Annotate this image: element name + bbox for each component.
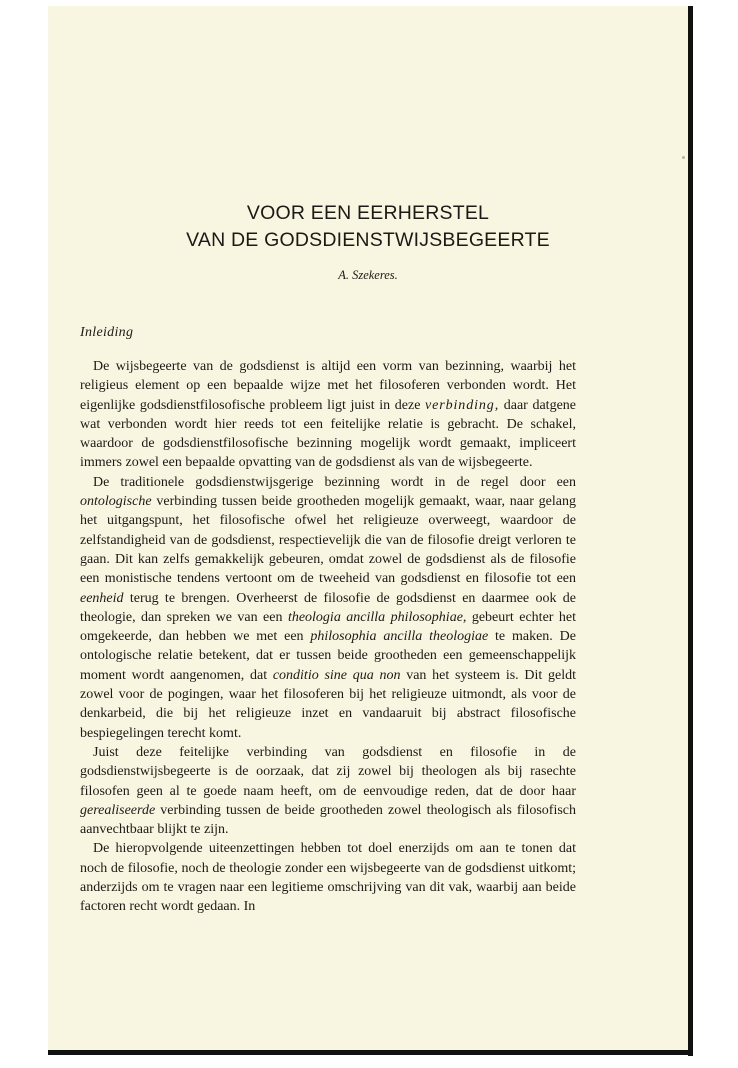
page-shadow-right: [688, 6, 693, 1056]
body-text: De wijsbegeerte van de godsdienst is altijd een vorm van bezinning, waarbij het religieus element op een bepaalde wijze met het filosoferen verbonden wordt. Het eigenlijke godsdienstfilosofische probleem ligt juist in deze: [80, 359, 576, 413]
body-text: De traditionele godsdienstwijsgerige bezinning wordt in de regel door een: [93, 474, 576, 490]
body-text: verbinding tussen beide grootheden mogelijk gemaakt, waar, naar gelang het uitgangspunt, het filosofische ofwel het religieuze overweegt, waardoor de zelfstandigheid van de godsdienst, respectievelijk die van de filosofie dreigt verloren te gaan. Dit kan zelfs gemakkelijk gebeuren, omdat zowel de godsdienst als de filosofie een monistische tendens vertoont om de tweeheid van godsdienst en filosofie tot een: [80, 494, 576, 587]
author-name: A. Szekeres.: [338, 268, 398, 282]
body-paragraph: [80, 357, 576, 473]
body-paragraph: [80, 839, 576, 916]
emphasis-text: philosophia ancilla theologiae: [310, 629, 489, 645]
emphasis-text: eenheid: [80, 590, 124, 606]
title-line-1: VOOR EEN EERHERSTEL: [246, 202, 490, 224]
emphasis-text: theologia ancilla philosophiae,: [287, 609, 467, 625]
article-title: [48, 200, 688, 254]
emphasis-text: ontologische: [80, 494, 152, 510]
body-text: Juist deze feitelijke verbinding van godsdienst en filosofie in de godsdienstwijsbegeerte is de oorzaak, dat zij zowel bij theologen als bij rasechte filosofen geen al te goede naam heeft, om de eenvoudige reden, dat de door haar: [80, 744, 576, 799]
body-text: van het systeem is. Dit geldt zowel voor de pogingen, waar het filosoferen bij het religieuze uitmondt, als voor de denkarbeid, die bij het religieuze inzet en vandaaruit bij abstract filosofische bespiegelingen terecht komt.: [80, 667, 576, 741]
paper-speck: [682, 156, 685, 159]
body-text: terug te brengen. Overheerst de filosofie de godsdienst en daarmee ook de theologie, dan spreken we van een: [80, 590, 576, 625]
body-paragraph: [80, 743, 576, 839]
body-text: verbinding tussen de beide grootheden zowel theologisch als filosofisch aanvechtbaar blijkt te zijn.: [80, 802, 576, 838]
body-text: gebeurt echter het omgekeerde, dan hebben we met een: [80, 609, 576, 645]
emphasis-text: gerealiseerde: [80, 802, 156, 818]
title-line-2: VAN DE GODSDIENSTWIJSBEGEERTE: [186, 229, 550, 251]
emphasis-text: verbinding,: [425, 397, 500, 413]
section-heading: Inleiding: [80, 325, 134, 340]
body-text: De hieropvolgende uiteenzettingen hebben tot doel enerzijds om aan te tonen dat noch de filosofie, noch de theologie zonder een wijsbegeerte van de godsdienst uitkomt; anderzijds om te vragen naar een legitieme omschrijving van dit vak, waarbij aan beide factoren recht wordt gedaan. In: [80, 841, 576, 915]
body-text: te maken. De ontologische relatie betekent, dat er tussen beide grootheden een gemeenschappelijk moment wordt aangenomen, dat: [80, 629, 576, 683]
body-text: daar datgene wat verbonden wordt hier reeds tot een feitelijke relatie is gebracht. De schakel, waardoor de godsdienstfilosofische bezinning mogelijk wordt gemaakt, impliceert immers zowel een bepaalde opvatting van de godsdienst als van de wijsbegeerte.: [80, 397, 577, 471]
page-shadow-bottom: [48, 1050, 693, 1055]
emphasis-text: conditio sine qua non: [272, 667, 401, 683]
body-paragraph: [80, 473, 576, 743]
article-body: [80, 357, 576, 917]
